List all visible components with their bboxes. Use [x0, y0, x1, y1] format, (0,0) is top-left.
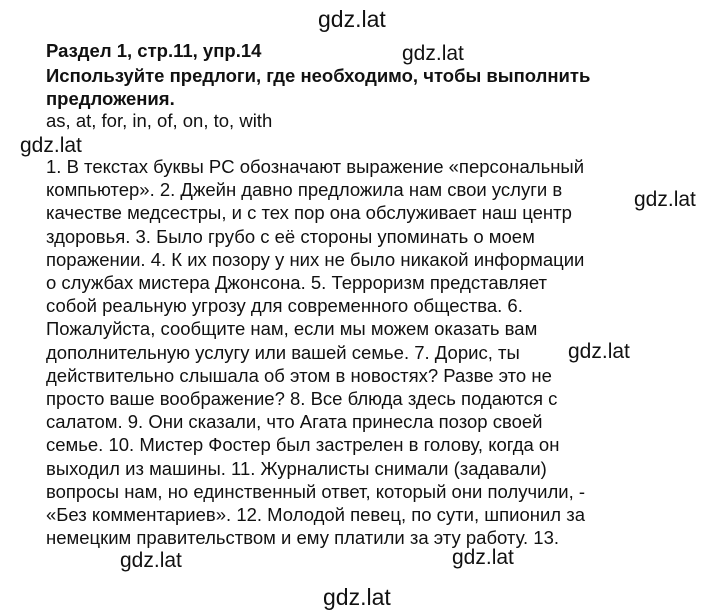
watermark: gdz.lat — [402, 42, 464, 65]
text-line: вопросы нам, но единственный ответ, который они получили, - — [46, 480, 586, 502]
text-line: 1. В текстах буквы PC обозначают выражение «персональный — [46, 156, 585, 177]
watermark: gdz.lat — [452, 546, 514, 569]
watermark-top: gdz.lat — [318, 6, 386, 32]
text-line: здоровья. 3. Было грубо с её стороны упоминать о моем — [46, 225, 535, 247]
text-line: просто ваше воображение? 8. Все блюда здесь подаются с — [46, 388, 558, 410]
watermark: gdz.lat — [120, 549, 182, 572]
text-line: дополнительную услугу или вашей семье. 7. Дорис, ты — [46, 341, 520, 363]
text-line: собой реальную угрозу для современного общества. 6. — [46, 295, 523, 317]
instruction-line-2: предложения. — [46, 88, 175, 109]
watermark: gdz.lat — [568, 340, 630, 363]
watermark-bottom: gdz.lat — [323, 584, 391, 610]
text-line: «Без комментариев». 12. Молодой певец, по сути, шпионил за — [46, 504, 585, 526]
text-line: семье. 10. Мистер Фостер был застрелен в голову, когда он — [46, 434, 560, 456]
text-line-cut: немецким правительством и ему платили за эту работу. 13. — [46, 527, 560, 549]
instruction-line-1: Используйте предлоги, где необходимо, чтобы выполнить — [46, 65, 591, 86]
prepositions-list: as, at, for, in, of, on, to, with — [46, 110, 273, 131]
text-line: о службах мистера Джонсона. 5. Терроризм представляет — [46, 272, 547, 294]
answer-text — [46, 155, 585, 549]
text-line: Пожалуйста, сообщите нам, если мы можем оказать вам — [46, 318, 538, 340]
text-line: действительно слышала об этом в новостях? Разве это не — [46, 364, 552, 386]
watermark: gdz.lat — [20, 134, 82, 157]
text-line: компьютер». 2. Джейн давно предложила нам свои услуги в — [46, 179, 563, 201]
text-line: поражении. 4. К их позору у них не было никакой информации — [46, 248, 585, 270]
text-line: выходил из машины. 11. Журналисты снимали (задавали) — [46, 457, 547, 479]
text-line: качестве медсестры, и с тех пор она обслуживает наш центр — [46, 202, 572, 224]
text-line: салатом. 9. Они сказали, что Агата принесла позор своей — [46, 411, 543, 433]
watermark: gdz.lat — [634, 188, 696, 211]
section-title: Раздел 1, стр.11, упр.14 — [46, 40, 262, 61]
